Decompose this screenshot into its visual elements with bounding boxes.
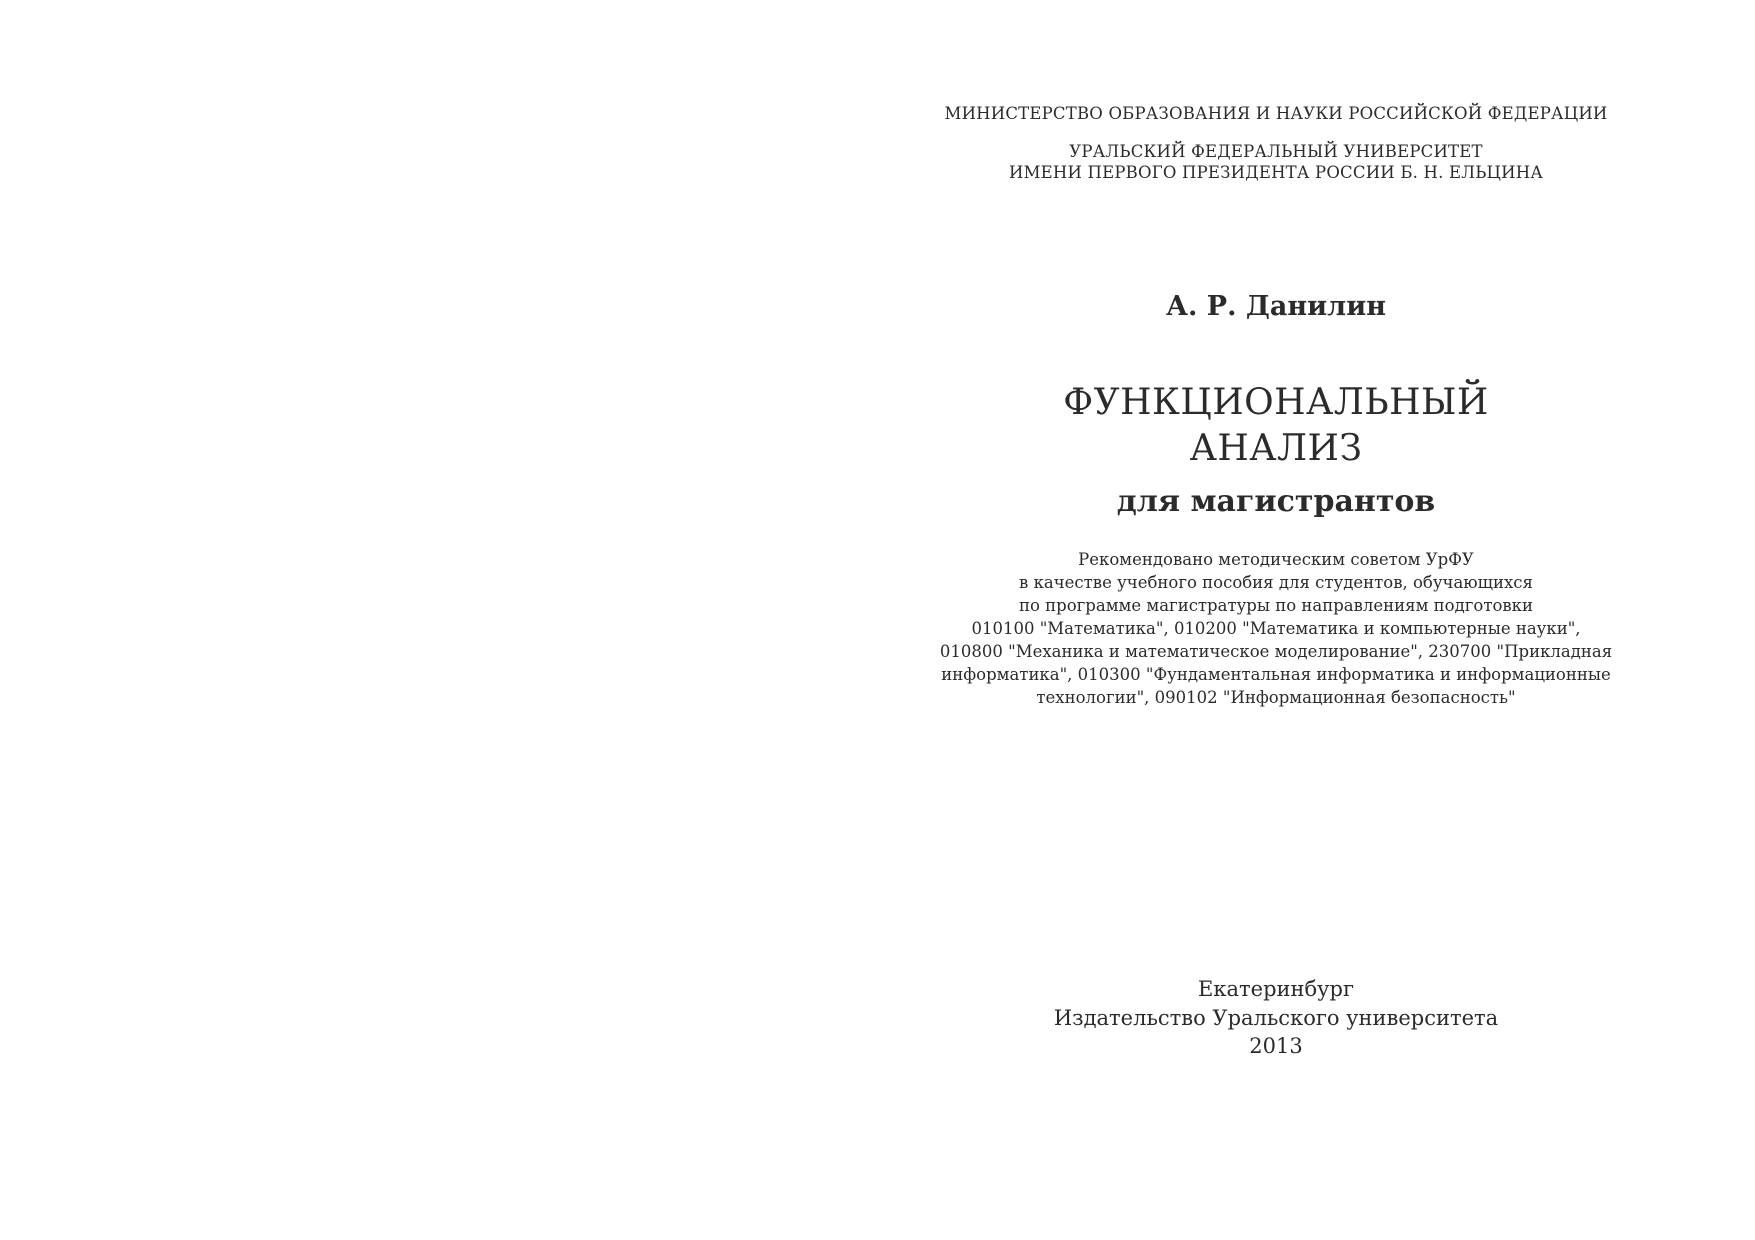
ministry-heading: МИНИСТЕРСТВО ОБРАЗОВАНИЯ И НАУКИ РОССИЙСКОЙ ФЕДЕРАЦИИ xyxy=(944,104,1608,123)
imprint-publisher: Издательство Уральского университета xyxy=(1053,1005,1499,1030)
imprint-city: Екатеринбург xyxy=(1198,977,1354,1001)
left-page-blank xyxy=(0,0,877,1240)
university-line-1: УРАЛЬСКИЙ ФЕДЕРАЛЬНЫЙ УНИВЕРСИТЕТ xyxy=(1069,142,1483,161)
recommendation-line: 010100 "Математика", 010200 "Математика и компьютерные науки", xyxy=(971,619,1581,638)
recommendation-line: информатика", 010300 "Фундаментальная информатика и информационные xyxy=(941,665,1611,684)
recommendation-line: 010800 "Механика и математическое моделирование", 230700 "Прикладная xyxy=(939,642,1613,661)
recommendation-line: в качестве учебного пособия для студентов, обучающихся xyxy=(1019,573,1533,592)
book-subtitle: для магистрантов xyxy=(1116,484,1436,519)
recommendation-line: по программе магистратуры по направлениям подготовки xyxy=(1018,596,1533,615)
book-title xyxy=(917,380,1635,472)
recommendation-line: технологии", 090102 "Информационная безопасность" xyxy=(1036,688,1516,707)
title-page xyxy=(877,0,1755,1240)
author-name: А. Р. Данилин xyxy=(1165,291,1386,322)
university-heading xyxy=(917,141,1635,183)
recommendation-line: Рекомендовано методическим советом УрФУ xyxy=(1078,550,1474,569)
title-line-2: АНАЛИЗ xyxy=(1189,428,1363,469)
university-line-2: ИМЕНИ ПЕРВОГО ПРЕЗИДЕНТА РОССИИ Б. Н. ЕЛЬЦИНА xyxy=(1008,163,1544,182)
recommendation-text xyxy=(917,548,1635,709)
title-line-1: ФУНКЦИОНАЛЬНЫЙ xyxy=(1063,382,1489,423)
imprint-year: 2013 xyxy=(1249,1034,1303,1058)
imprint xyxy=(917,975,1635,1061)
